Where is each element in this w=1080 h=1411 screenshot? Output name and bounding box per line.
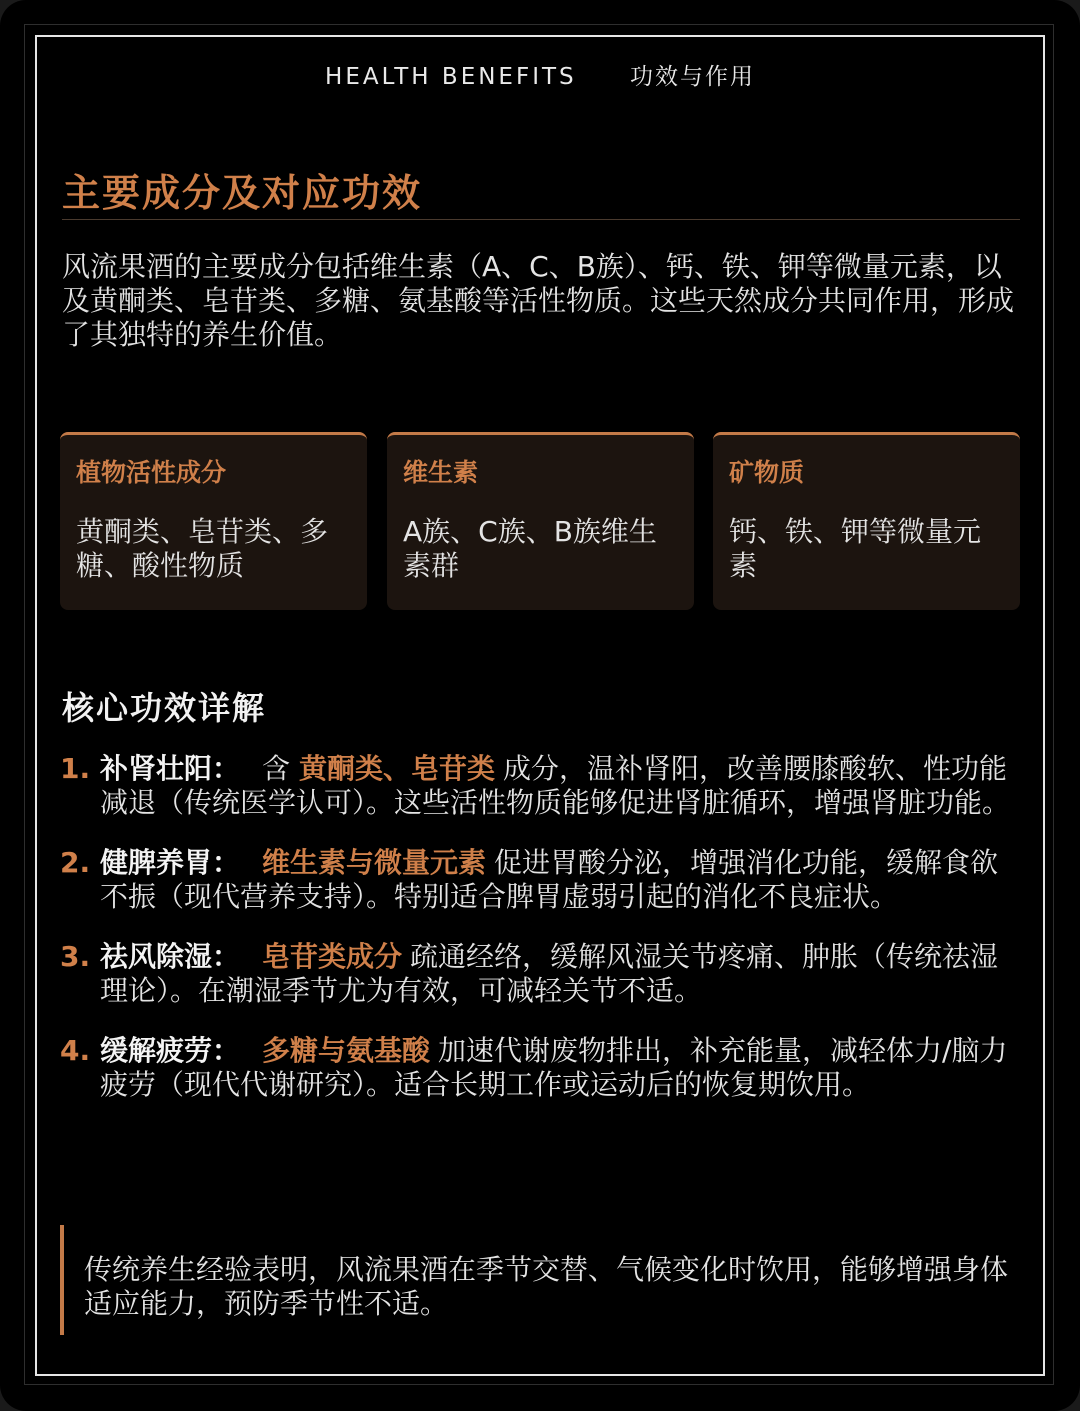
benefit-label: 健脾养胃： [100,846,241,879]
header-chinese: 功效与作用 [629,64,755,90]
benefit-item [60,1034,1022,1102]
benefit-text: 加速代谢废物排出，补充能量，减轻体力/脑力疲劳（现代代谢研究）。适合长期工作或运动后的恢复期饮用。 [100,1034,1008,1101]
benefit-number: 2. [60,846,91,879]
benefit-item [60,846,1022,914]
benefit-label: 缓解疲劳： [100,1034,241,1067]
benefit-text: 促进胃酸分泌，增强消化功能，缓解食欲不振（现代营养支持）。特别适合脾胃虚弱引起的消化不良症状。 [100,846,999,913]
benefit-number: 4. [60,1034,91,1067]
benefit-item [60,752,1022,820]
card-text: 黄酮类、皂苷类、多糖、酸性物质 [76,515,329,582]
benefit-number: 1. [60,752,91,785]
quote-accent-bar [60,1225,64,1335]
ingredient-card-plant [60,432,367,610]
benefit-number: 3. [60,940,91,973]
card-title: 矿物质 [729,458,805,487]
benefit-prefix: 含 [262,752,291,785]
benefit-text: 疏通经络，缓解风湿关节疼痛、肿胀（传统祛湿理论）。在潮湿季节尤为有效，可减轻关节不适。 [100,940,999,1007]
benefits-heading: 核心功效详解 [62,689,267,727]
section-intro: 风流果酒的主要成分包括维生素（A、C、B族）、钙、铁、钾等微量元素，以及黄酮类、皂苷类、多糖、氨基酸等活性物质。这些天然成分共同作用，形成了其独特的养生价值。 [62,250,1015,351]
benefit-highlight: 多糖与氨基酸 [262,1034,431,1067]
benefit-highlight: 黄酮类、皂苷类 [298,752,495,785]
ingredient-card-vitamin [387,432,694,610]
ingredient-card-mineral [713,432,1020,610]
benefit-highlight: 皂苷类成分 [262,940,403,973]
closing-quote: 传统养生经验表明，风流果酒在季节交替、气候变化时饮用，能够增强身体适应能力，预防季节性不适。 [84,1253,1009,1320]
title-divider [62,219,1020,220]
card-text: A族、C族、B族维生素群 [403,515,657,582]
card-title: 维生素 [403,458,479,487]
ingredient-cards [60,432,1020,610]
page-header [0,58,1080,91]
benefit-item [60,940,1022,1008]
benefit-label: 祛风除湿： [100,940,241,973]
section-title: 主要成分及对应功效 [62,171,423,215]
benefits-list [60,752,1022,1128]
benefit-highlight: 维生素与微量元素 [262,846,487,879]
card-text: 钙、铁、钾等微量元素 [729,515,982,582]
benefit-label: 补肾壮阳： [100,752,241,785]
benefit-text: 成分，温补肾阳，改善腰膝酸软、性功能减退（传统医学认可）。这些活性物质能够促进肾脏循环，增强肾脏功能。 [100,752,1011,819]
card-title: 植物活性成分 [76,458,227,487]
header-english: HEALTH BENEFITS [325,64,577,90]
